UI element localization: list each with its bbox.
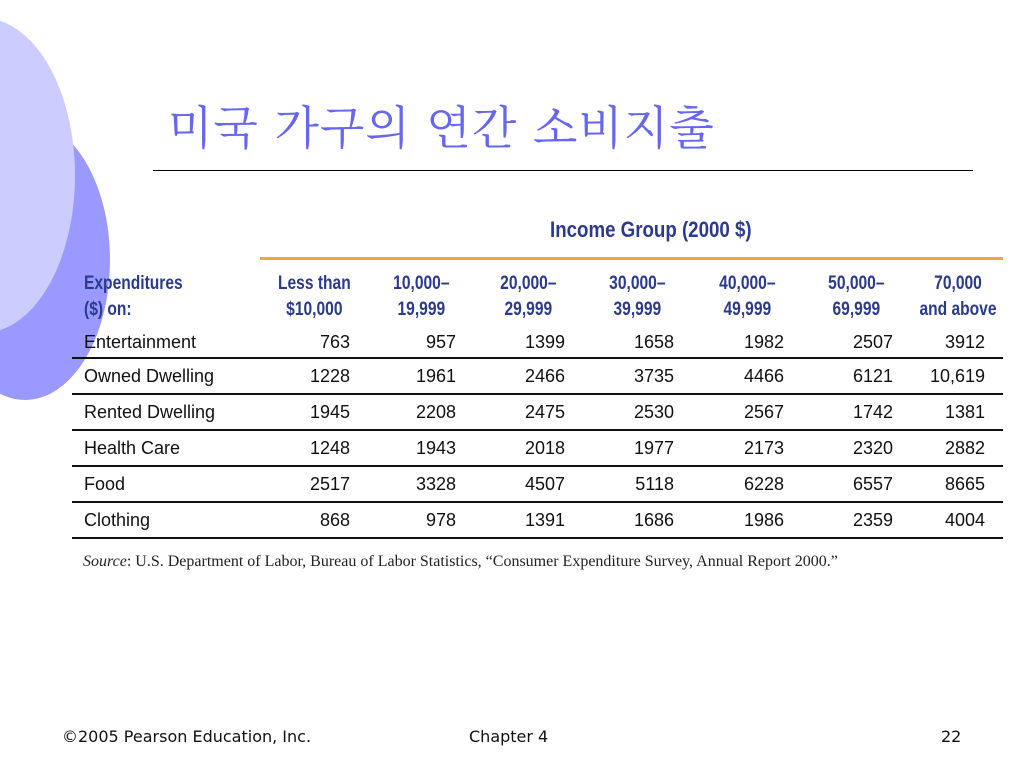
column-header-line: 49,999 <box>723 299 771 320</box>
table-cell: 2475 <box>474 394 583 430</box>
table-cell: 2507 <box>802 327 911 358</box>
table-cell: 1391 <box>474 502 583 538</box>
table-cell: 4004 <box>911 502 1003 538</box>
table-cell: 1977 <box>583 430 692 466</box>
row-label: Entertainment <box>72 327 260 358</box>
column-header <box>692 265 802 327</box>
table-cell: 978 <box>368 502 474 538</box>
table-cell: 868 <box>260 502 368 538</box>
column-header-line: 10,000– <box>392 273 450 294</box>
row-label: Food <box>72 466 260 502</box>
table-header-row <box>72 265 1003 327</box>
slide-title: 미국 가구의 연간 소비지출 <box>168 101 715 155</box>
column-header-line: 29,999 <box>504 299 553 320</box>
table-cell: 2530 <box>583 394 692 430</box>
table-source-note <box>83 553 838 571</box>
table-row <box>72 430 1003 466</box>
table-cell: 1658 <box>583 327 692 358</box>
table-row <box>72 466 1003 502</box>
column-header <box>911 265 1003 327</box>
table-cell: 2018 <box>474 430 583 466</box>
row-label: Rented Dwelling <box>72 394 260 430</box>
column-header-line: 30,000– <box>609 273 666 294</box>
row-header-line: ($) on: <box>84 299 132 320</box>
table-cell: 6228 <box>692 466 802 502</box>
row-header <box>72 265 260 327</box>
table-cell: 1399 <box>474 327 583 358</box>
table-cell: 2320 <box>802 430 911 466</box>
table-cell: 1381 <box>911 394 1003 430</box>
table-cell: 2173 <box>692 430 802 466</box>
source-label: Source <box>83 553 127 570</box>
row-label: Clothing <box>72 502 260 538</box>
table-cell: 3735 <box>583 358 692 394</box>
table-cell: 3328 <box>368 466 474 502</box>
table-cell: 1742 <box>802 394 911 430</box>
table-cell: 4507 <box>474 466 583 502</box>
column-header <box>802 265 911 327</box>
row-label: Health Care <box>72 430 260 466</box>
column-header-line: 40,000– <box>718 273 776 294</box>
expenditure-table <box>72 265 1003 539</box>
table-cell: 2567 <box>692 394 802 430</box>
table-row <box>72 502 1003 538</box>
table-cell: 5118 <box>583 466 692 502</box>
footer-chapter: Chapter 4 <box>469 727 549 746</box>
footer-page-number: 22 <box>941 727 962 746</box>
table-cell: 1982 <box>692 327 802 358</box>
table-cell: 10,619 <box>911 358 1003 394</box>
column-header-line: Less than <box>277 273 351 294</box>
column-header <box>474 265 583 327</box>
column-header-line: 39,999 <box>613 299 662 320</box>
table-cell: 6557 <box>802 466 911 502</box>
table-cell: 1943 <box>368 430 474 466</box>
row-label: Owned Dwelling <box>72 358 260 394</box>
income-group-underline <box>260 257 1003 260</box>
column-header <box>368 265 474 327</box>
table-cell: 763 <box>260 327 368 358</box>
table-row <box>72 327 1003 358</box>
table-cell: 2466 <box>474 358 583 394</box>
table-cell: 6121 <box>802 358 911 394</box>
table-cell: 8665 <box>911 466 1003 502</box>
footer-copyright: ©2005 Pearson Education, Inc. <box>62 727 312 746</box>
table-cell: 957 <box>368 327 474 358</box>
table-cell: 2517 <box>260 466 368 502</box>
table-cell: 3912 <box>911 327 1003 358</box>
column-header-line: 50,000– <box>828 273 885 294</box>
source-text: : U.S. Department of Labor, Bureau of Labor Statistics, “Consumer Expenditure Survey, Annual Report 2000.” <box>126 553 838 570</box>
table-cell: 1945 <box>260 394 368 430</box>
column-header-line: 70,000 <box>934 273 982 294</box>
table-cell: 1986 <box>692 502 802 538</box>
table-row <box>72 358 1003 394</box>
column-header <box>260 265 368 327</box>
table-row <box>72 394 1003 430</box>
table-cell: 1686 <box>583 502 692 538</box>
column-header-line: 69,999 <box>832 299 881 320</box>
table-cell: 1961 <box>368 358 474 394</box>
column-header-line: 20,000– <box>500 273 557 294</box>
title-underline <box>153 170 973 171</box>
table-cell: 1248 <box>260 430 368 466</box>
row-header-line: Expenditures <box>84 273 183 294</box>
table-cell: 2882 <box>911 430 1003 466</box>
table-cell: 2359 <box>802 502 911 538</box>
column-header <box>583 265 692 327</box>
column-header-line: and above <box>919 299 997 320</box>
income-group-title: Income Group (2000 $) <box>550 217 752 242</box>
table-cell: 2208 <box>368 394 474 430</box>
table-cell: 1228 <box>260 358 368 394</box>
table-cell: 4466 <box>692 358 802 394</box>
column-header-line: $10,000 <box>285 299 343 320</box>
column-header-line: 19,999 <box>397 299 445 320</box>
